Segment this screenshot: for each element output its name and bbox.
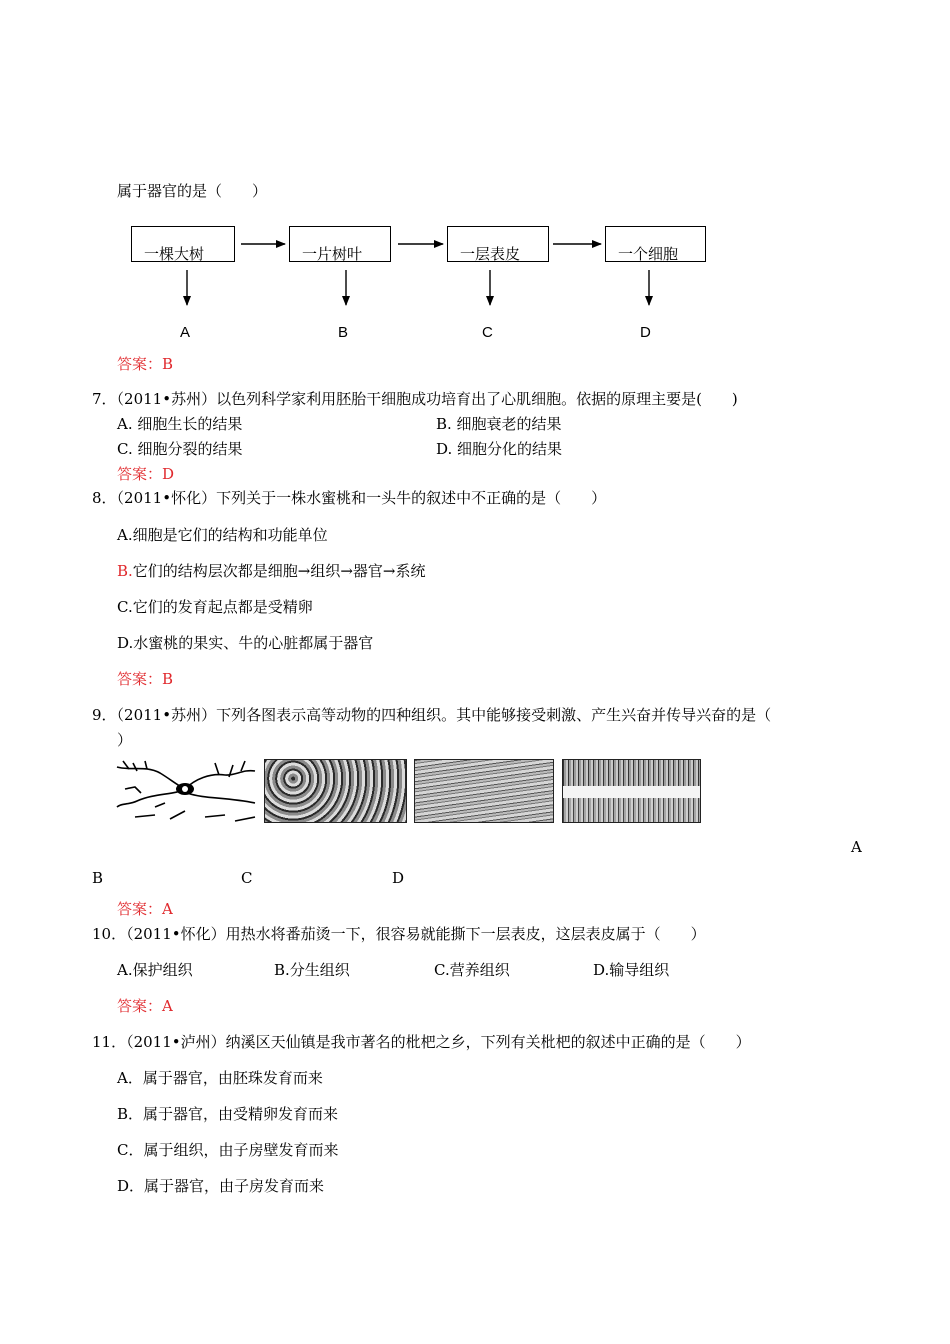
q8-stem: 8．（2011•怀化）下列关于一株水蜜桃和一头牛的叙述中不正确的是（ ） <box>92 489 607 507</box>
label-a: A <box>180 324 191 341</box>
box-leaf-label: 一片树叶 <box>302 245 363 263</box>
q8-option-d: D.水蜜桃的果实、牛的心脏都属于器官 <box>117 634 374 652</box>
q10-option-d: D.输导组织 <box>593 961 670 979</box>
q10-option-c: C.营养组织 <box>434 961 510 979</box>
q9-answer <box>117 900 173 918</box>
q9-label-c: C <box>241 869 253 887</box>
answer-value: A <box>162 900 173 918</box>
answer-label: 答案： <box>117 465 163 483</box>
q7-answer <box>117 465 174 483</box>
q10-option-b: B.分生组织 <box>274 961 350 979</box>
q7-option-c: C. 细胞分裂的结果 <box>117 440 243 458</box>
q10-answer <box>117 997 173 1015</box>
box-tree-label: 一棵大树 <box>144 245 205 263</box>
box-epidermis-label: 一层表皮 <box>460 245 521 263</box>
connective-tissue-image <box>264 759 407 823</box>
answer-value: B <box>162 670 174 688</box>
q8-option-c: C.它们的发育起点都是受精卵 <box>117 598 313 616</box>
q11-option-b: B．属于器官，由受精卵发育而来 <box>117 1105 339 1123</box>
q8-option-b-text: 它们的结构层次都是细胞→组织→器官→系统 <box>132 562 426 580</box>
muscle-tissue-image <box>414 759 554 823</box>
q8-option-b-letter: B. <box>117 562 133 580</box>
q8-answer <box>117 670 173 688</box>
q7-option-a: A. 细胞生长的结果 <box>117 415 243 433</box>
q6-stem: 属于器官的是（ ） <box>117 182 268 200</box>
q8-option-a: A.细胞是它们的结构和功能单位 <box>117 526 328 544</box>
answer-value: D <box>162 465 175 483</box>
q9-stem-end: ） <box>117 731 133 749</box>
q11-stem: 11．（2011•泸州）纳溪区天仙镇是我市著名的枇杷之乡，下列有关枇杷的叙述中正确的是（ ） <box>92 1033 751 1051</box>
epithelial-tissue-image <box>562 759 701 823</box>
label-d: D <box>640 324 651 341</box>
q11-option-a: A．属于器官，由胚珠发育而来 <box>117 1069 323 1087</box>
answer-label: 答案： <box>117 670 163 688</box>
q6-answer <box>117 355 173 373</box>
q9-label-d: D <box>392 869 405 887</box>
answer-label: 答案： <box>117 355 163 373</box>
answer-value: A <box>162 997 173 1015</box>
q11-option-d: D．属于器官，由子房发育而来 <box>117 1177 325 1195</box>
answer-label: 答案： <box>117 997 163 1015</box>
q8-option-b <box>117 562 426 580</box>
label-c: C <box>482 324 493 341</box>
label-b: B <box>338 324 349 341</box>
q11-option-c: C．属于组织，由子房壁发育而来 <box>117 1141 339 1159</box>
neuron-tissue-image <box>115 759 257 823</box>
q9-label-a: A <box>851 838 862 856</box>
q6-arrows <box>0 0 950 340</box>
q10-option-a: A.保护组织 <box>117 961 193 979</box>
q7-stem: 7．（2011•苏州）以色列科学家利用胚胎干细胞成功培育出了心肌细胞。依据的原理主要是( ) <box>92 390 738 408</box>
q7-option-d: D. 细胞分化的结果 <box>436 440 563 458</box>
box-cell-label: 一个细胞 <box>618 245 679 263</box>
q9-stem: 9．（2011•苏州）下列各图表示高等动物的四种组织。其中能够接受刺激、产生兴奋并传导兴奋的是（ <box>92 706 772 724</box>
answer-value: B <box>162 355 174 373</box>
q9-label-b: B <box>92 869 104 887</box>
q10-stem: 10．（2011•怀化）用热水将番茄烫一下，很容易就能撕下一层表皮，这层表皮属于（ ） <box>92 925 706 943</box>
answer-label: 答案： <box>117 900 163 918</box>
q7-option-b: B. 细胞衰老的结果 <box>436 415 562 433</box>
